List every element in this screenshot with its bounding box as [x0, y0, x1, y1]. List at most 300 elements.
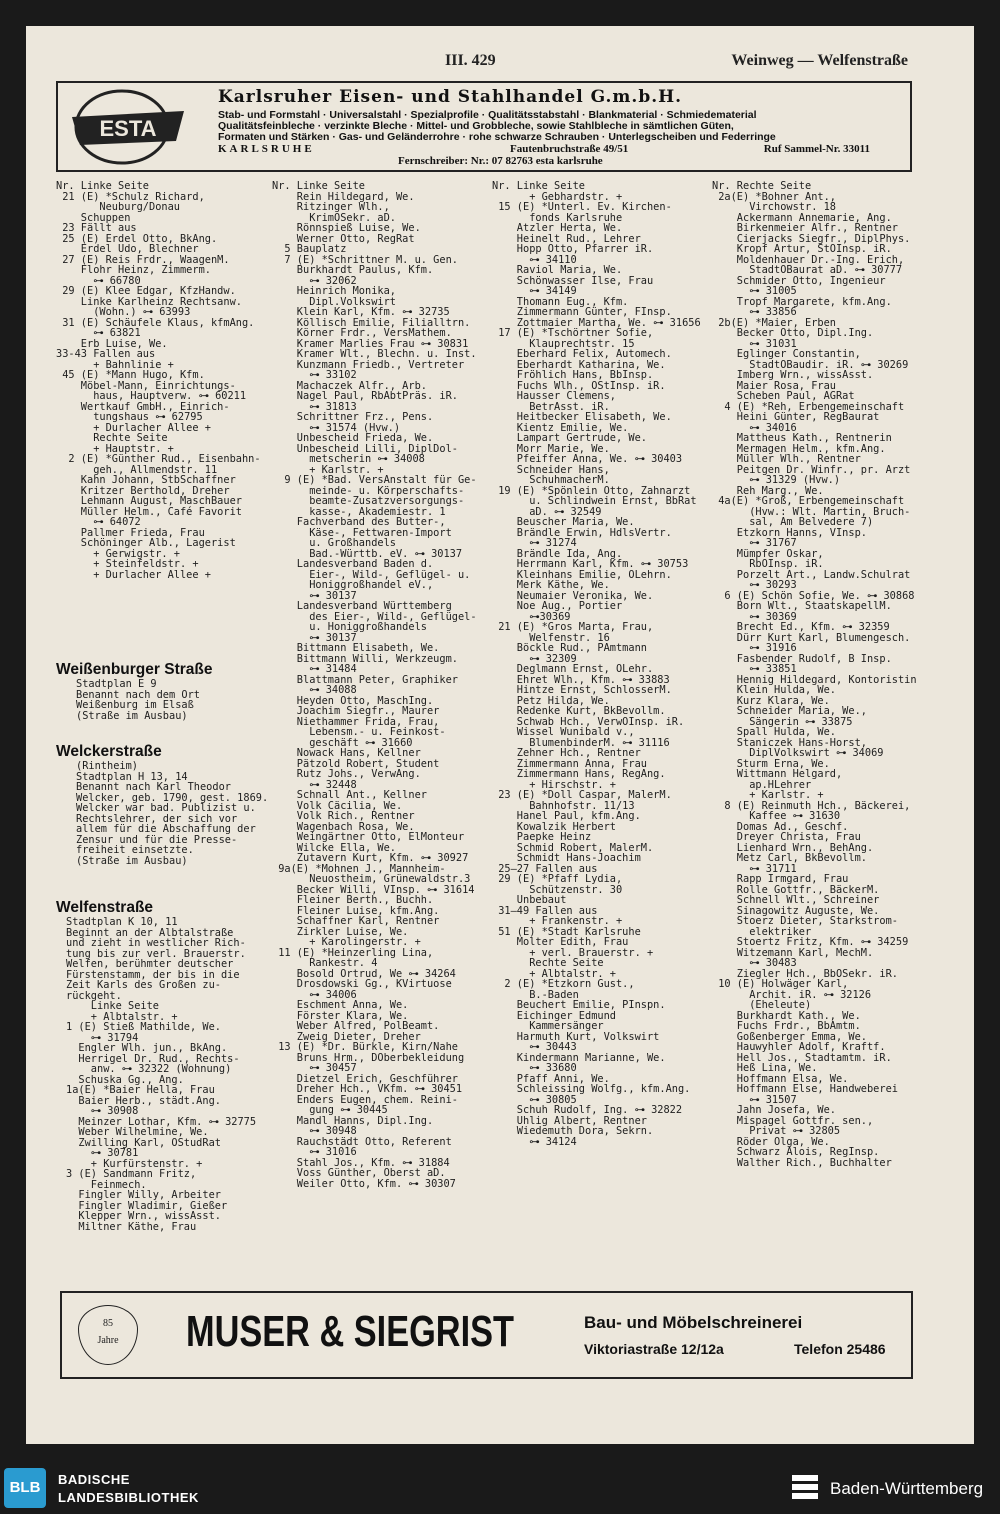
directory-entry: Becker Willi, VInsp. ⊶ 31614	[272, 883, 475, 896]
directory-entry: Weber Wilhelmine, We.	[66, 1126, 209, 1138]
directory-entry: Dreher Hch., VKfm. ⊶ 30451	[272, 1083, 463, 1095]
directory-entry: 1a(E) *Baier Hella, Frau	[66, 1084, 215, 1096]
directory-entry: Kunzmann Friedb., Vertreter	[272, 358, 465, 371]
directory-entry: Benannt nach Karl Theodor	[76, 781, 231, 793]
directory-entry: Walther Rich., Buchhalter	[712, 1156, 892, 1169]
directory-entry: Landesverband Württemberg	[272, 600, 452, 612]
directory-entry: ⊶ 34006	[272, 988, 357, 1001]
street-section-weissenburger	[56, 661, 256, 721]
directory-entry: anw. ⊶ 32322 (Wohnung)	[66, 1063, 232, 1075]
directory-entry: Neuostheim, Grünewaldstr.3	[272, 873, 471, 885]
directory-entry: Käse-, Fettwaren-Import	[272, 526, 452, 539]
anniversary-badge	[78, 1305, 138, 1365]
directory-entry: + Steinfeldstr. +	[56, 558, 199, 570]
directory-entry: 4a(E) *Groß, Erbengemeinschaft	[712, 495, 905, 507]
directory-entry: Welcker war bad. Publizist u.	[76, 802, 256, 814]
directory-entry: Harmuth Kurt, Volkswirt	[492, 1030, 660, 1043]
directory-entry: Rolle Gottfr., BäckerM.	[712, 883, 880, 896]
state-name[interactable]: Baden-Württemberg	[830, 1479, 984, 1498]
directory-entry: Ritzinger Wlh.,	[272, 201, 390, 213]
directory-entry: Ackermann Annemarie, Ang.	[712, 211, 892, 224]
directory-entry: Schöninger Alb., Lagerist	[56, 537, 236, 549]
directory-entry: ⊶ 30293	[712, 579, 797, 591]
ad-product-line: Qualitätsfeinbleche · verzinkte Bleche · Mittel- und Grobbleche, sowie Stahlbleche in sämtlichen Güten,	[218, 120, 734, 132]
directory-entry: Klein Karl, Kfm. ⊶ 32735	[272, 306, 450, 318]
directory-column-3	[492, 181, 702, 1147]
directory-entry: ⊶ 63821	[56, 327, 141, 339]
directory-entry: 17 (E) *Tschörtner Sofie,	[492, 327, 654, 339]
directory-entry: Thomann Eug., Kfm.	[492, 295, 629, 308]
directory-entry: geh., Allmendstr. 11	[56, 463, 218, 476]
directory-entry: Schneider Maria, We.,	[712, 705, 867, 717]
ad-phone: Ruf Sammel-Nr. 33011	[763, 143, 870, 155]
directory-entry: ⊶ 64072	[56, 516, 141, 528]
directory-entry: ⊶ 30137	[272, 631, 357, 644]
directory-entry: Stadtplan E 9	[76, 678, 157, 690]
directory-entry: 13 (E) *Dr. Bürkle, Kirn/Nahe	[272, 1041, 458, 1053]
directory-entry: u. Honiggroßhandels	[272, 621, 427, 633]
directory-entry: Klauprechtstr. 15	[492, 337, 635, 350]
viewer-footer	[0, 1460, 1000, 1514]
directory-entry: Schrittner Frz., Pens.	[272, 411, 434, 423]
directory-entry: Merk Käthe, We.	[492, 579, 610, 591]
directory-entry: Neuburg/Donau	[56, 201, 180, 213]
directory-entry: ⊶ 34016	[712, 421, 797, 434]
directory-entry: ⊶ 30483	[712, 957, 797, 969]
directory-entry: (Hvw.: Wlt. Martin, Bruch-	[712, 505, 911, 518]
directory-entry: 5 Bauplatz	[272, 243, 347, 255]
directory-entry: Fröhlich Hans, BbInsp.	[492, 369, 654, 381]
directory-entry: Machaczek Alfr., Arb.	[272, 379, 427, 392]
directory-entry: ⊶ 31916	[712, 642, 797, 654]
directory-entry: Müller Wlh., Rentner	[712, 453, 861, 465]
directory-entry: Rapp Irmgard, Frau	[712, 873, 849, 885]
directory-entry: Rankestr. 4	[272, 957, 378, 969]
directory-entry: 15 (E) *Unterl. Ev. Kirchen-	[492, 201, 672, 213]
directory-entry: Stoerz Dieter, Starkstrom-	[712, 915, 898, 927]
directory-entry: Raviol Maria, We.	[492, 264, 623, 276]
bw-lions-icon	[790, 1472, 820, 1502]
ad-product-line: Stab- und Formstahl · Universalstahl · Spezialprofile · Qualitätsstabstahl · Blankmaterial · Schmiedematerial	[218, 109, 757, 121]
directory-entry: Maier Rosa, Frau	[712, 379, 836, 392]
directory-entry: SchuhmacherM.	[492, 474, 610, 486]
directory-entry: 21 (E) *Gros Marta, Frau,	[492, 621, 654, 633]
directory-entry: Schmid Robert, MalerM.	[492, 841, 654, 854]
directory-entry: ⊶ 34124	[492, 1135, 577, 1148]
directory-entry: Wittmann Helgard,	[712, 768, 843, 780]
directory-entry: Kowalzik Herbert	[492, 820, 616, 833]
directory-entry: Klein Hulda, We.	[712, 684, 836, 696]
directory-entry: Scheben Paul, AGRat	[712, 390, 855, 402]
directory-entry: ⊶ 30137	[272, 589, 357, 602]
directory-entry: Beginnt an der Albtalstraße	[66, 926, 234, 939]
directory-entry: Hennig Hildegard, Kontoristin	[712, 673, 917, 686]
directory-entry: Petz Hilda, We.	[492, 694, 610, 707]
directory-entry: Heini Günter, RegBaurat	[712, 411, 880, 423]
directory-entry: Bosold Ortrud, We ⊶ 34264	[272, 967, 456, 980]
directory-entry: Privat ⊶ 32805	[712, 1125, 841, 1137]
directory-entry: Meinzer Lothar, Kfm. ⊶ 32775	[66, 1115, 257, 1128]
directory-entry: Bittmann Willi, Werkzeugm.	[272, 652, 458, 665]
directory-entry: Born Wlt., StaatskapellM.	[712, 600, 892, 612]
directory-entry: Förster Klara, We.	[272, 1009, 409, 1022]
directory-entry: Weber Alfred, PolBeamt.	[272, 1020, 440, 1032]
library-name-line2: LANDESBIBLIOTHEK	[58, 1490, 199, 1505]
directory-entry: geschäft ⊶ 31660	[272, 736, 413, 749]
directory-entry: Eglinger Constantin,	[712, 348, 861, 360]
directory-entry: Sinagowitz Auguste, We.	[712, 904, 880, 917]
directory-entry: Stoertz Fritz, Kfm. ⊶ 34259	[712, 936, 909, 948]
directory-entry: Staniczek Hans-Horst,	[712, 736, 867, 749]
directory-entry: 45 (E) *Mann Hugo, Kfm.	[56, 369, 205, 381]
directory-entry: Metz Carl, BkBevollm.	[712, 852, 867, 864]
directory-entry: Hoffmann Else, Handweberei	[712, 1083, 898, 1095]
directory-entry: Nr. Linke Seite	[272, 180, 365, 192]
directory-entry: + Albtalstr. +	[492, 967, 616, 980]
directory-entry: ⊶ 33680	[492, 1062, 577, 1074]
directory-entry: Kurz Klara, We.	[712, 694, 830, 707]
directory-entry: und zieht in westlicher Rich-	[66, 937, 246, 949]
directory-entry: Blattmann Peter, Graphiker	[272, 673, 458, 686]
directory-entry: ⊶ 32309	[492, 652, 577, 665]
directory-entry: Heyden Otto, MaschIng.	[272, 694, 434, 707]
directory-entry: Uhlig Albert, Rentner	[492, 1114, 647, 1127]
directory-entry: + Gerwigstr. +	[56, 547, 180, 560]
directory-entry: Schuh Rudolf, Ing. ⊶ 32822	[492, 1104, 683, 1116]
directory-entry: Wertkauf GmbH., Einrich-	[56, 400, 230, 413]
directory-entry: haus, Hauptverw. ⊶ 60211	[56, 390, 247, 402]
directory-entry: Bad.-Württb. eV. ⊶ 30137	[272, 547, 463, 560]
directory-entry: ⊶ 31507	[712, 1093, 797, 1106]
directory-entry: Heß Lina, We.	[712, 1062, 818, 1074]
directory-entry: Sturm Erna, We.	[712, 757, 830, 770]
directory-entry: Heinelt Rud., Lehrer	[492, 232, 641, 245]
directory-entry: Dietzel Erich, Geschführer	[272, 1072, 458, 1085]
directory-entry: StadtOBaudir. iR. ⊶ 30269	[712, 358, 909, 371]
directory-entry: Zottmaier Martha, We. ⊶ 31656	[492, 316, 701, 329]
directory-entry: metscherin ⊶ 34008	[272, 453, 425, 465]
directory-entry: Fuchs Wlh., OStInsp. iR.	[492, 379, 666, 392]
directory-entry: Rönnspieß Luise, We.	[272, 222, 421, 234]
directory-entry: Böckle Rud., PAmtmann	[492, 642, 647, 654]
directory-entry: 31—49 Fallen aus	[492, 904, 598, 917]
street-title: Weißenburger Straße	[56, 661, 213, 678]
directory-entry: ⊶ 31274	[492, 537, 577, 549]
directory-entry: Witzemann Karl, MechM.	[712, 946, 874, 959]
directory-entry: Unbescheid Lilli, DiplDol-	[272, 442, 458, 455]
directory-entry: Volk Cäcilia, We.	[272, 799, 403, 812]
directory-entry: ⊶ 30457	[272, 1062, 357, 1074]
directory-entry: Lienhard Wrn., BehAng.	[712, 841, 874, 854]
directory-entry: Zimmermann Günter, FInsp.	[492, 306, 672, 318]
directory-entry: Fasbender Rudolf, B Insp.	[712, 652, 892, 665]
directory-entry: ⊶30369	[492, 610, 571, 623]
directory-entry: + Hauptstr. +	[56, 442, 174, 455]
directory-entry: u. Großhandels	[272, 537, 396, 549]
directory-entry: Werner Otto, RegRat	[272, 232, 415, 245]
badge-years: 85	[103, 1318, 113, 1329]
directory-entry: 29 (E) *Pfaff Lydia,	[492, 873, 623, 885]
directory-entry: Dürr Kurt Karl, Blumengesch.	[712, 631, 911, 644]
directory-entry: Zirkler Luise, We.	[272, 925, 409, 938]
directory-entry: Beuscher Maria, We.	[492, 516, 635, 528]
directory-entry: Porzelt Art., Landw.Schulrat	[712, 568, 911, 581]
directory-entry: Mermagen Helm., kfm.Ang.	[712, 442, 886, 455]
directory-entry: ⊶ 33856	[712, 306, 797, 318]
directory-entry: Flohr Heinz, Zimmerm.	[56, 264, 211, 276]
directory-entry: ⊶ 30805	[492, 1093, 577, 1106]
directory-entry: Ziegler Hch., BbOSekr. iR.	[712, 967, 898, 980]
directory-entry: meinde- u. Körperschafts-	[272, 484, 465, 497]
directory-entry: 25—27 Fallen aus	[492, 862, 598, 875]
directory-entry: gung ⊶ 30445	[272, 1104, 388, 1116]
directory-entry: Rutz Johs., VerwAng.	[272, 768, 421, 780]
directory-entry: Unbebaut	[492, 894, 567, 906]
directory-entry: 2 (E) *Günther Rud., Eisenbahn-	[56, 453, 261, 465]
directory-entry: u. Schlindwein Ernst, BbRat	[492, 495, 697, 507]
directory-entry: Erdel Udo, Blechner	[56, 243, 199, 255]
directory-entry: ⊶ 30948	[272, 1125, 357, 1137]
ad-telex: Fernschreiber: Nr.: 07 82763 esta karlsruhe	[398, 155, 603, 167]
directory-entry: 2b(E) *Maier, Erben	[712, 316, 836, 329]
svg-text:ESTA: ESTA	[99, 116, 157, 141]
directory-entry: Honiggroßhandel eV.,	[272, 579, 434, 591]
directory-entry: Neumaier Veronika, We.	[492, 589, 654, 602]
firm-trade: Bau- und Möbelschreinerei	[584, 1313, 803, 1332]
directory-entry: Zimmermann Hans, RegAng.	[492, 768, 666, 780]
directory-entry: ⊶ 34088	[272, 684, 357, 696]
directory-entry: RbOInsp. iR.	[712, 558, 824, 570]
directory-entry: Hintze Ernst, SchlosserM.	[492, 684, 672, 696]
directory-entry: Schleissing Wolfg., kfm.Ang.	[492, 1083, 691, 1095]
directory-entry: Zehner Hch., Rentner	[492, 747, 641, 759]
directory-entry: Virchowstr. 18	[712, 201, 836, 213]
directory-entry: (Wohn.) ⊶ 63993	[56, 306, 191, 318]
directory-entry: 19 (E) *Spönlein Otto, Zahnarzt	[492, 484, 691, 497]
directory-entry: + Gebhardstr. +	[492, 190, 623, 203]
directory-entry: 4 (E) *Reh, Erbengemeinschaft	[712, 400, 905, 413]
directory-entry: Hausser Clemens,	[492, 390, 616, 402]
directory-entry: Becker Otto, Dipl.Ing.	[712, 327, 874, 339]
directory-entry: Wissel Wunibald v.,	[492, 726, 635, 738]
directory-entry: Voss Günther, Oberst aD.	[272, 1167, 446, 1179]
directory-entry: Fürstenstamm, der bis in die	[66, 968, 240, 981]
directory-entry: Linke Seite	[66, 1000, 159, 1012]
directory-entry: ⊶ 31794	[66, 1031, 139, 1044]
directory-entry: Schuppen	[56, 211, 131, 224]
ad-product-line: Formaten und Stärken · Gas- und Geländerrohre · rohe schwarze Schrauben · Unterlegscheiben und Federringe	[218, 131, 776, 143]
directory-entry: Brändle Erwin, HdlsVertr.	[492, 526, 672, 539]
directory-entry: 9a(E) *Mohnen J., Mannheim-	[272, 862, 446, 875]
directory-entry: Pallmer Frieda, Frau	[56, 526, 205, 539]
directory-entry: + Albtalstr. +	[66, 1010, 178, 1023]
directory-entry: Bittmann Elisabeth, We.	[272, 642, 440, 654]
directory-entry: Hanel Paul, kfm.Ang.	[492, 810, 641, 822]
directory-entry: (Straße im Ausbau)	[76, 854, 188, 867]
directory-entry: Miltner Käthe, Frau	[66, 1220, 197, 1233]
directory-entry: freiheit einsetzte.	[76, 844, 194, 856]
firm-phone: Telefon 25486	[794, 1341, 886, 1357]
firm-name: MUSER & SIEGRIST	[186, 1307, 514, 1356]
directory-entry: Reh Marg., We.	[712, 484, 824, 497]
directory-entry: Rechte Seite	[492, 957, 604, 969]
directory-entry: Baier Herb., städt.Ang.	[66, 1094, 221, 1107]
directory-entry: Fachverband des Butter-,	[272, 516, 446, 528]
directory-entry: Schützenstr. 30	[492, 883, 623, 896]
directory-entry: Lampart Gertrude, We.	[492, 432, 647, 444]
street-description	[66, 917, 256, 1232]
directory-entry: Birkenmeier Alfr., Rentner	[712, 222, 898, 234]
directory-entry: Eschment Anna, We.	[272, 999, 409, 1011]
directory-entry: Fleiner Berth., Buchh.	[272, 894, 434, 906]
directory-entry: Körner Frdr., VersMathem.	[272, 327, 452, 339]
directory-entry: ⊶ 31711	[712, 862, 797, 875]
directory-entry: Eichinger Edmund	[492, 1009, 616, 1022]
directory-entry: 31 (E) Schäufele Klaus, kfmAng.	[56, 316, 255, 329]
directory-entry: Landesverband Baden d.	[272, 558, 434, 570]
directory-entry: 10 (E) Holwäger Karl,	[712, 978, 849, 990]
directory-entry: Lehmann August, MaschBauer	[56, 495, 242, 507]
directory-entry: Burkhardt Kath., We.	[712, 1009, 861, 1022]
directory-entry: Bruns Hrm., DOberbekleidung	[272, 1051, 465, 1064]
directory-entry: Brändle Ida, Ang.	[492, 547, 623, 560]
directory-entry: Zensur und für die Presse-	[76, 833, 238, 846]
directory-entry: Brecht Ed., Kfm. ⊶ 32359	[712, 621, 890, 633]
directory-entry: ⊶ 32062	[272, 274, 357, 287]
directory-entry: Kammersänger	[492, 1020, 604, 1032]
ad-company-title: Karlsruher Eisen- und Stahlhandel G.m.b.H.	[218, 87, 683, 107]
directory-entry: ⊶ 31767	[712, 537, 797, 549]
directory-entry: DiplVolkswirt ⊶ 34069	[712, 747, 884, 759]
directory-entry: ⊶ 34110	[492, 253, 577, 266]
directory-entry: Paepke Heinz	[492, 831, 592, 843]
directory-entry: Rechtslehrer, der sich vor	[76, 812, 238, 825]
directory-entry: Etzkorn Hanns, VInsp.	[712, 526, 867, 539]
directory-entry: Rein Hildegard, We.	[272, 190, 415, 203]
directory-entry: Feinmech.	[66, 1178, 147, 1191]
directory-entry: Spall Hulda, We.	[712, 726, 836, 738]
directory-entry: Eberhardt Katharina, We.	[492, 358, 666, 371]
blb-logo[interactable]: BLB	[4, 1468, 46, 1508]
directory-entry: Hoffmann Elsa, We.	[712, 1072, 849, 1085]
directory-entry: Fingler Willy, Arbeiter	[66, 1189, 221, 1201]
directory-entry: + Bahnlinie +	[56, 358, 174, 371]
directory-entry: Nagel Paul, RbAbtPräs. iR.	[272, 390, 458, 402]
directory-entry: Enders Eugen, chem. Reini-	[272, 1093, 458, 1106]
directory-entry: Hopp Otto, Pfarrer iR.	[492, 243, 654, 255]
directory-entry: rückgeht.	[66, 989, 122, 1002]
directory-entry: Zutavern Kurt, Kfm. ⊶ 30927	[272, 852, 469, 864]
directory-entry: Joachim Siegfr., Maurer	[272, 705, 440, 717]
street-description	[76, 679, 256, 721]
directory-entry: Müller Helm., Café Favorit	[56, 505, 242, 518]
directory-entry: Benannt nach dem Ort	[76, 688, 200, 701]
directory-entry: Kindermann Marianne, We.	[492, 1051, 666, 1064]
directory-entry: Imberg Wrn., wissAsst.	[712, 369, 874, 381]
directory-entry: Möbel-Mann, Einrichtungs-	[56, 379, 236, 392]
directory-entry: Burkhardt Paulus, Kfm.	[272, 264, 434, 276]
directory-entry: + verl. Brauerstr. +	[492, 946, 654, 959]
directory-entry: 33-43 Fallen aus	[56, 348, 156, 360]
directory-entry: ⊶ 30908	[66, 1105, 139, 1117]
directory-entry: Sängerin ⊶ 33875	[712, 715, 853, 728]
directory-entry: + Karolingerstr. +	[272, 936, 421, 948]
directory-entry: Schnall Ant., Kellner	[272, 789, 427, 801]
directory-entry: 7 (E) *Schrittner M. u. Gen.	[272, 253, 458, 266]
directory-entry: 11 (E) *Heinzerling Lina,	[272, 946, 434, 959]
directory-entry: Weingärtner Otto, ElMonteur	[272, 831, 465, 843]
directory-entry: Bahnhofstr. 11/13	[492, 799, 635, 812]
directory-entry: Redenke Kurt, BkBevollm.	[492, 705, 666, 717]
directory-entry: Stahl Jos., Kfm. ⊶ 31884	[272, 1156, 450, 1169]
directory-entry: ⊶ 31813	[272, 400, 357, 413]
directory-entry: Molter Edith, Frau	[492, 936, 629, 948]
directory-entry: Kramer Marlies Frau ⊶ 30831	[272, 337, 469, 350]
directory-entry: Zimmermann Anna, Frau	[492, 757, 647, 770]
directory-entry: Heitbecker Elisabeth, We.	[492, 411, 672, 423]
directory-entry: Kaffee ⊶ 31630	[712, 810, 841, 822]
directory-entry: Noe Aug., Portier	[492, 600, 623, 612]
directory-entry: Kramer Wlt., Blechn. u. Inst.	[272, 348, 477, 360]
directory-column-4	[712, 181, 918, 1168]
directory-entry: ⊶ 32448	[272, 778, 357, 791]
directory-entry: Tropf Margarete, kfm.Ang.	[712, 295, 892, 308]
directory-entry: (Straße im Ausbau)	[76, 709, 188, 722]
directory-entry: Mandl Hanns, Dipl.Ing.	[272, 1114, 434, 1127]
directory-entry: Cierjacks Siegfr., DiplPhys.	[712, 232, 911, 245]
directory-entry: Fleiner Luise, kfm.Ang.	[272, 904, 440, 917]
directory-entry: Linke Karlheinz Rechtsanw.	[56, 295, 242, 308]
directory-entry: + Karlstr. +	[712, 789, 824, 801]
directory-entry: 1 (E) Stieß Mathilde, We.	[66, 1021, 221, 1033]
directory-entry: ⊶ 31574 (Hvw.)	[272, 421, 401, 434]
directory-entry: 23 Fällt aus	[56, 222, 137, 234]
directory-entry: + Durlacher Allee +	[56, 421, 211, 434]
directory-entry: 21 (E) *Schulz Richard,	[56, 190, 205, 203]
directory-entry: Pfeiffer Anna, We. ⊶ 30403	[492, 453, 683, 465]
directory-entry: Welfenstr. 16	[492, 631, 610, 644]
directory-entry: tungshaus ⊶ 62795	[56, 411, 203, 423]
directory-entry: Domas Ad., Geschf.	[712, 820, 849, 833]
directory-entry: sal, Am Belvedere 7)	[712, 516, 874, 528]
directory-entry: beamte-Zusatzversorgungs-	[272, 495, 465, 507]
directory-entry: (Eheleute)	[712, 999, 812, 1011]
directory-entry: Kropf Artur, StOInsp. iR.	[712, 243, 892, 255]
directory-column-2	[272, 181, 482, 1189]
directory-entry: Schwarz Alois, RegInsp.	[712, 1146, 880, 1158]
directory-entry: Herrigel Dr. Rud., Rechts-	[66, 1052, 240, 1065]
directory-entry: ⊶ 31484	[272, 663, 357, 675]
directory-entry: 29 (E) Klee Edgar, KfzHandw.	[56, 285, 236, 297]
directory-entry: ⊶ 33102	[272, 369, 357, 381]
directory-entry: aD. ⊶ 32549	[492, 505, 602, 518]
directory-entry: 3 (E) Sandmann Fritz,	[66, 1168, 197, 1180]
directory-entry: Fuchs Frdr., BbAmtm.	[712, 1020, 861, 1032]
directory-entry: fonds Karlsruhe	[492, 211, 623, 224]
directory-entry: StadtOBaurat aD. ⊶ 30777	[712, 264, 903, 276]
directory-entry: Peitgen Dr. Winfr., pr. Arzt	[712, 463, 911, 476]
directory-entry: Dipl.Volkswirt	[272, 295, 396, 308]
esta-logo-icon	[66, 87, 190, 167]
directory-entry: + Hirschstr. +	[492, 778, 616, 791]
directory-entry: ⊶ 30443	[492, 1041, 577, 1053]
street-title: Welfenstraße	[56, 899, 154, 916]
esta-advertisement	[56, 81, 912, 172]
directory-entry: Klepper Wrn., wissAsst.	[66, 1210, 221, 1222]
directory-entry: Schwab Hch., VerwOInsp. iR.	[492, 715, 685, 728]
directory-entry: 51 (E) *Stadt Karlsruhe	[492, 925, 641, 938]
directory-entry: Kahn Johann, StbSchaffner	[56, 474, 236, 486]
